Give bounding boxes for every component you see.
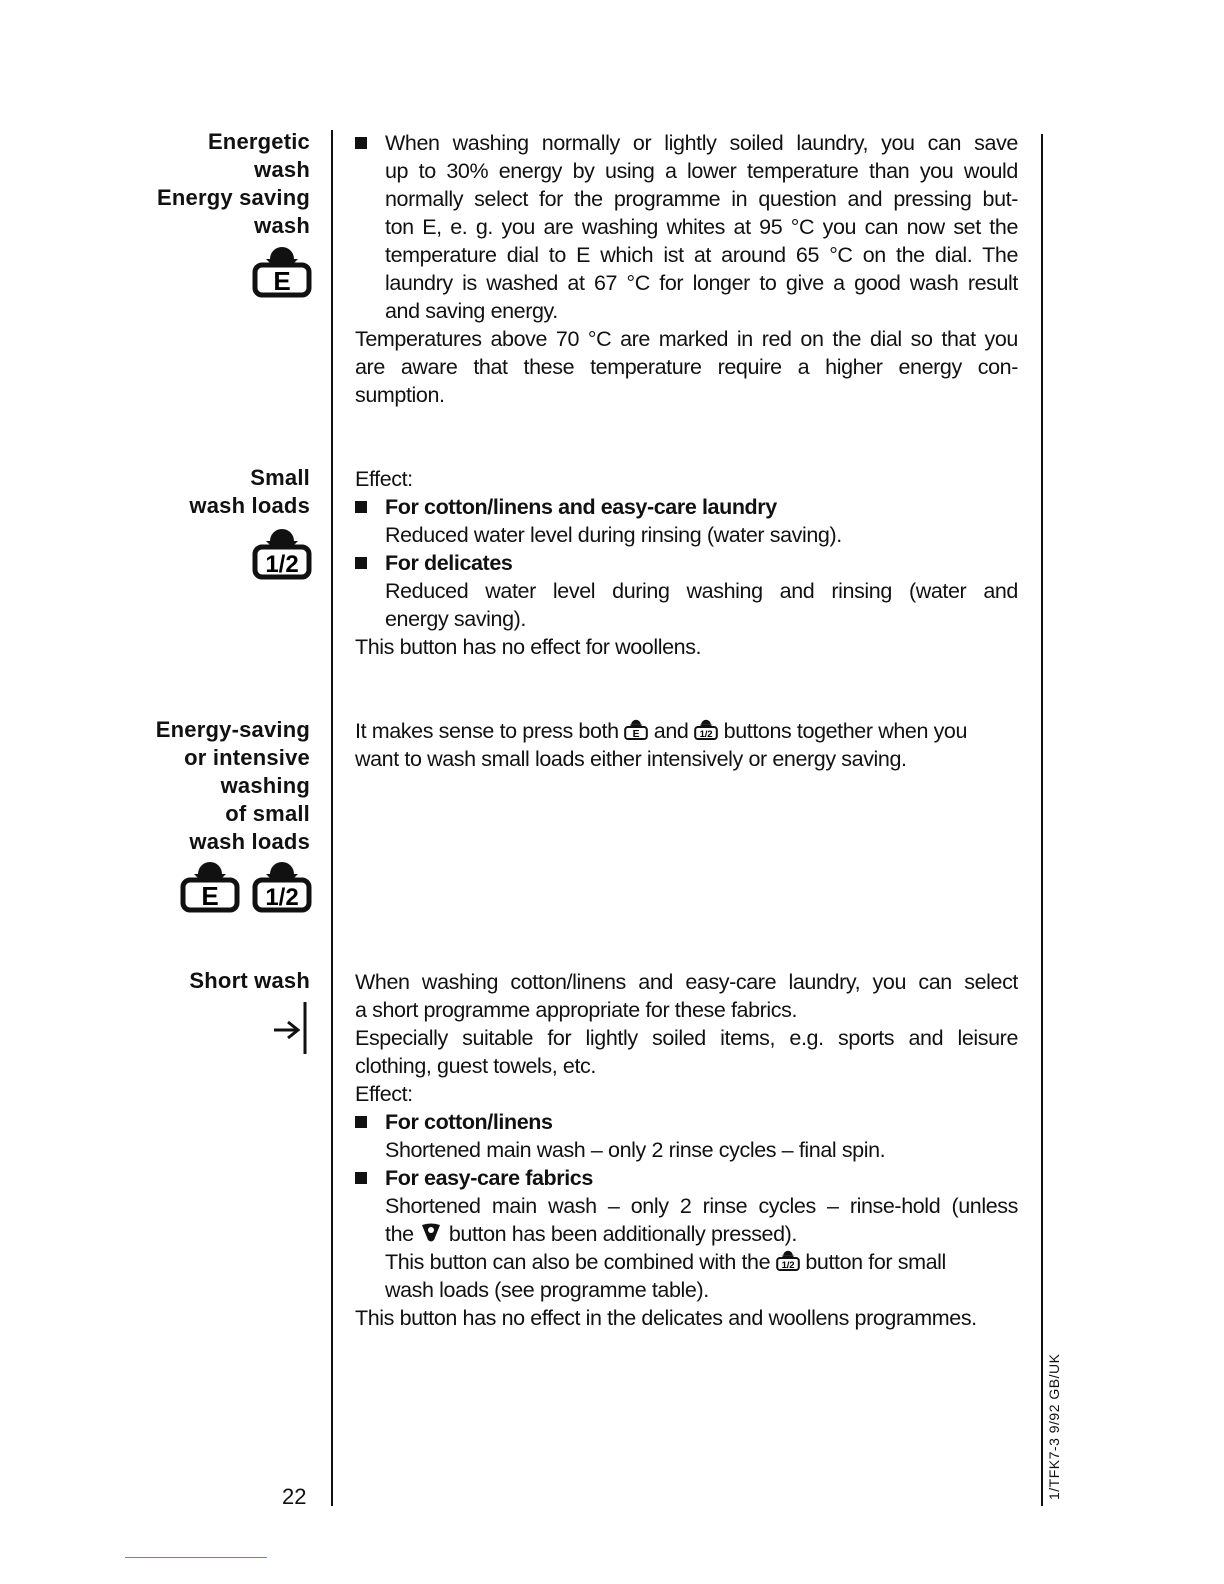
rinse-hold-icon: [419, 1220, 443, 1251]
heading-line: of small: [225, 801, 310, 826]
text-segment: buttons together when you: [718, 719, 968, 744]
paragraph: [355, 717, 1018, 773]
section-body: [355, 129, 1018, 409]
text-line: sumption.: [355, 383, 445, 407]
text-line: Shortened main wash – only 2 rinse cycles – rinse-hold (unless: [385, 1194, 1018, 1218]
section-heading: [156, 716, 310, 856]
text-line: Effect:: [355, 1082, 413, 1106]
heading-line: wash: [254, 157, 310, 182]
half-load-button-icon: [694, 717, 718, 748]
text-line: wash loads (see programme table).: [385, 1278, 709, 1302]
heading-line: Small: [250, 465, 310, 490]
section-icons: [252, 240, 312, 305]
svg-text:1/2: 1/2: [265, 884, 299, 911]
paragraph: [355, 1024, 1018, 1080]
section-body: [355, 465, 1018, 661]
svg-text:E: E: [201, 881, 219, 911]
section-heading: [189, 464, 310, 520]
energy-saving-button-icon: [624, 717, 648, 748]
bullet-icon: [355, 501, 367, 513]
text-segment: It makes sense to press both: [355, 719, 625, 744]
text-line: energy saving).: [385, 607, 526, 631]
page-number: 22: [282, 1484, 307, 1509]
text-line: [355, 717, 1018, 745]
text-segment: the: [385, 1222, 420, 1247]
text-line: This button has no effect for woollens.: [355, 635, 702, 659]
text-line: Temperatures above 70 °C are marked in red on the dial so that you: [355, 327, 1018, 351]
energy-saving-button-icon: [180, 855, 240, 920]
heading-line: or intensive: [184, 745, 310, 770]
text-line: up to 30% energy by using a lower temperature than you would: [385, 159, 1018, 183]
bullet-icon: [355, 137, 367, 149]
section-icons: [252, 522, 312, 587]
heading-line: Energy saving: [157, 185, 310, 210]
svg-text:1/2: 1/2: [265, 551, 299, 578]
energy-saving-button-icon: [252, 240, 312, 305]
half-load-button-icon: [252, 522, 312, 587]
text-line: ton E, e. g. you are washing whites at 95 °C you can now set the: [385, 215, 1018, 239]
text-line: This button has no effect in the delicates and woollens programmes.: [355, 1306, 977, 1330]
text-line: clothing, guest towels, etc.: [355, 1054, 596, 1078]
paragraph: [355, 1304, 1018, 1332]
paragraph: [355, 968, 1018, 1024]
right-divider: [1041, 134, 1043, 1506]
section-icons: [272, 1000, 312, 1061]
heading-line: wash loads: [189, 829, 310, 854]
text-line: laundry is washed at 67 °C for longer to give a good wash result: [385, 271, 1018, 295]
paragraph: [355, 325, 1018, 409]
svg-text:1/2: 1/2: [781, 1260, 795, 1271]
left-divider: [331, 130, 333, 1506]
bullet-title: For cotton/linens: [385, 1110, 553, 1134]
section-body: [355, 968, 1018, 1332]
bullet-icon: [355, 557, 367, 569]
text-segment: This button can also be combined with the: [385, 1250, 776, 1275]
text-line: Reduced water level during washing and rinsing (water and: [385, 579, 1018, 603]
text-line: and saving energy.: [385, 299, 558, 323]
document-code: 1/TFK7-3 9/92 GB/UK: [1046, 1353, 1062, 1500]
heading-line: Short wash: [189, 968, 310, 993]
heading-line: washing: [220, 773, 310, 798]
bullet-item: [355, 1164, 1018, 1304]
text-line: Effect:: [355, 467, 413, 491]
heading-line: Energetic: [207, 129, 310, 154]
text-line: When washing cotton/linens and easy-care laundry, you can select: [355, 970, 1018, 994]
bullet-icon: [355, 1116, 367, 1128]
half-load-button-icon: [252, 855, 312, 920]
text-line: Especially suitable for lightly soiled items, e.g. sports and leisure: [355, 1026, 1018, 1050]
bullet-item: [355, 129, 1018, 325]
svg-text:1/2: 1/2: [699, 729, 713, 740]
paragraph: [355, 633, 1018, 661]
text-segment: and: [648, 719, 695, 744]
text-segment: button for small: [799, 1250, 946, 1275]
paragraph: [355, 1080, 1018, 1108]
short-wash-icon: [272, 1000, 312, 1061]
bullet-icon: [355, 1172, 367, 1184]
half-load-button-icon: [776, 1248, 800, 1279]
divider-line: [125, 1557, 267, 1558]
heading-line: wash: [254, 213, 310, 238]
text-segment: button has been additionally pressed).: [443, 1222, 797, 1247]
text-line: normally select for the programme in question and pressing but-: [385, 187, 1018, 211]
bullet-item: [355, 549, 1018, 633]
section-heading: [189, 967, 310, 995]
text-line: a short programme appropriate for these fabrics.: [355, 998, 798, 1022]
bullet-title: For easy-care fabrics: [385, 1166, 593, 1190]
svg-text:E: E: [273, 266, 291, 296]
bullet-item: [355, 493, 1018, 549]
svg-text:E: E: [632, 729, 640, 740]
text-line: temperature dial to E which ist at around 65 °C on the dial. The: [385, 243, 1018, 267]
text-line: When washing normally or lightly soiled laundry, you can save: [385, 131, 1018, 155]
paragraph: [355, 465, 1018, 493]
bullet-item: [355, 1108, 1018, 1164]
section-icons: [180, 855, 312, 920]
text-line: [355, 1220, 1018, 1248]
heading-line: wash loads: [189, 493, 310, 518]
section-heading: [157, 128, 310, 240]
text-line: want to wash small loads either intensively or energy saving.: [355, 747, 907, 771]
heading-line: Energy-saving: [155, 717, 310, 742]
section-body: [355, 717, 1018, 773]
text-line: Shortened main wash – only 2 rinse cycles – final spin.: [385, 1138, 886, 1162]
bullet-title: For delicates: [385, 551, 513, 575]
text-line: [355, 1248, 1018, 1276]
bullet-title: For cotton/linens and easy-care laundry: [385, 495, 777, 519]
text-line: Reduced water level during rinsing (water saving).: [385, 523, 842, 547]
text-line: are aware that these temperature require a higher energy con-: [355, 355, 1018, 379]
